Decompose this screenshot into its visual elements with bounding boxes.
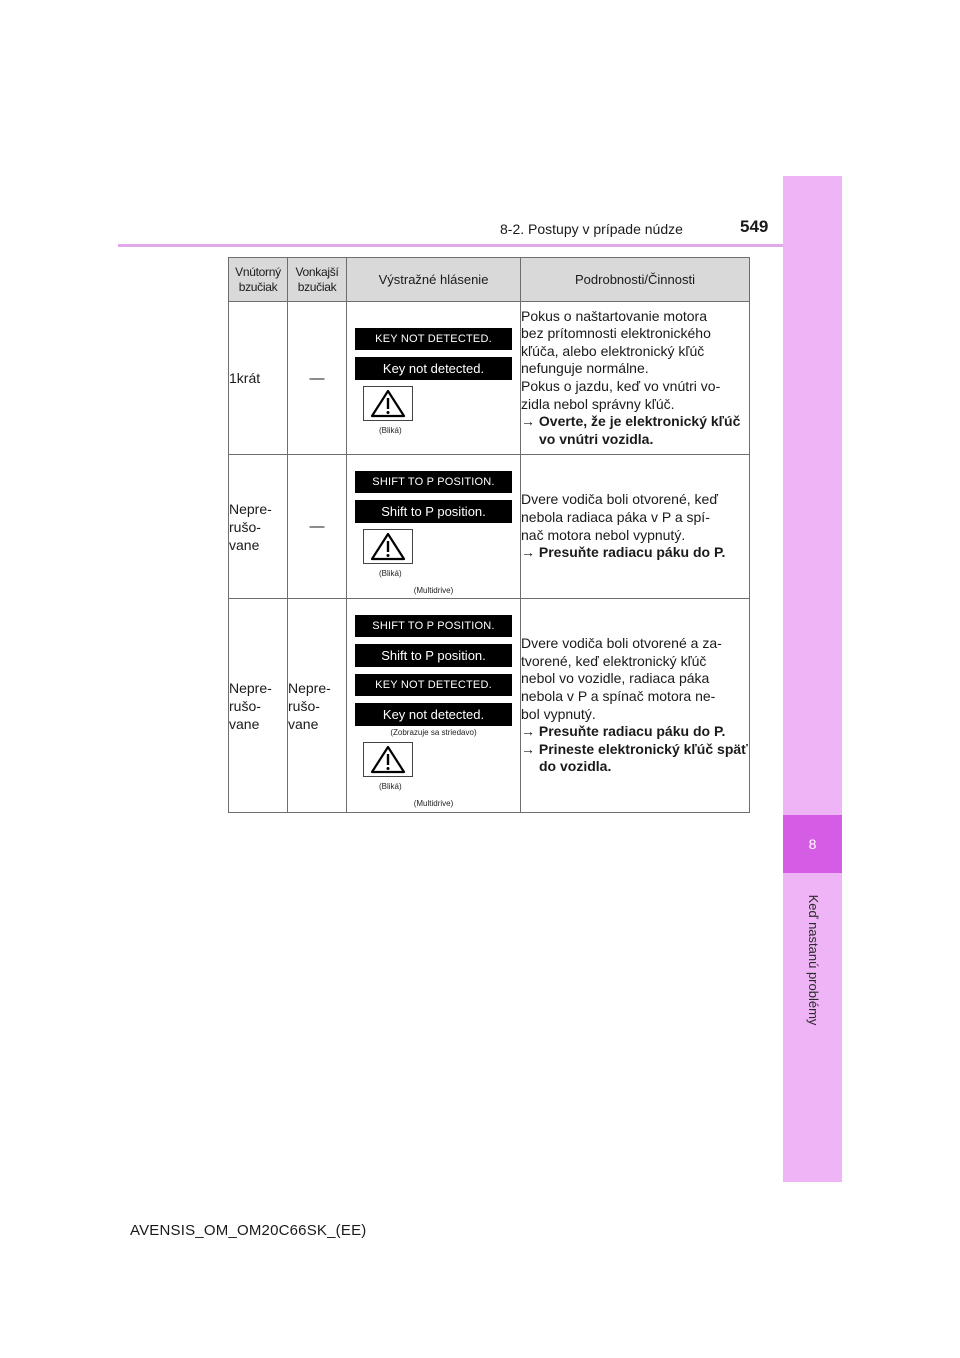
warning-table — [228, 257, 750, 813]
header-inner-buzzer: Vnútorný bzučiak — [229, 258, 288, 302]
message-display-caps: SHIFT TO P POSITION. — [355, 471, 512, 493]
warning-triangle-icon — [363, 386, 413, 421]
table-row — [229, 455, 750, 599]
outer-buzzer-cell: — — [288, 302, 347, 455]
page-number: 549 — [740, 217, 769, 236]
chapter-number: 8 — [783, 815, 842, 873]
alternating-note: (Zobrazuje sa striedavo) — [390, 728, 477, 737]
message-display-caps: KEY NOT DETECTED. — [355, 674, 512, 696]
chapter-label: Keď nastanú problémy — [806, 894, 821, 1026]
blink-note: (Bliká) — [379, 426, 402, 435]
warning-message-cell — [347, 302, 521, 455]
details-cell: Pokus o naštartovanie motora bez prítomnosti elektronického kľúča, alebo elektronický kľúč nefunguje normálne. Pokus o jazdu, keď vo vnútri vo- zidla nebol správny kľúč. → Overte, že je elektronický kľúč vo vnútri vozidla. — [521, 302, 750, 455]
message-display-caps: KEY NOT DETECTED. — [355, 328, 512, 350]
table-row — [229, 302, 750, 455]
section-title: 8-2. Postupy v prípade núdze — [500, 221, 683, 237]
table-row — [229, 599, 750, 813]
inner-buzzer-cell: 1krát — [229, 302, 288, 455]
blink-note: (Bliká) — [379, 782, 402, 791]
table-header-row — [229, 258, 750, 302]
header-details: Podrobnosti/Činnosti — [521, 258, 750, 302]
outer-buzzer-cell: — — [288, 455, 347, 599]
action-item: → Overte, že je elektronický kľúč vo vnútri vozidla. — [521, 413, 741, 447]
header-warning-message: Výstražné hlásenie — [347, 258, 521, 302]
warning-triangle-icon — [363, 742, 413, 777]
inner-buzzer-cell: Nepre- rušo- vane — [229, 455, 288, 599]
action-item: → Presuňte radiacu páku do P. — [521, 723, 726, 740]
inner-buzzer-cell: Nepre- rušo- vane — [229, 599, 288, 813]
blink-note: (Bliká) — [379, 569, 402, 578]
details-cell: Dvere vodiča boli otvorené a za- tvorené, keď elektronický kľúč nebol vo vozidle, radiaca páka nebola v P a spínač motora ne- bol vypnutý. → Presuňte radiacu páku do P. → Prineste elektronický kľúč späť do vozidla. — [521, 599, 750, 813]
header-outer-buzzer: Vonkajší bzučiak — [288, 258, 347, 302]
outer-buzzer-cell: Nepre- rušo- vane — [288, 599, 347, 813]
header-rule — [118, 244, 783, 247]
chapter-side-tab — [783, 176, 842, 1182]
message-display-caps: SHIFT TO P POSITION. — [355, 615, 512, 637]
message-display: Key not detected. — [355, 357, 512, 380]
warning-triangle-icon — [363, 529, 413, 564]
message-display: Shift to P position. — [355, 644, 512, 667]
multidrive-note: (Multidrive) — [413, 799, 454, 808]
message-display: Shift to P position. — [355, 500, 512, 523]
warning-message-cell — [347, 599, 521, 813]
multidrive-note: (Multidrive) — [413, 586, 454, 595]
action-item: → Prineste elektronický kľúč späť do vozidla. — [521, 740, 748, 775]
document-code: AVENSIS_OM_OM20C66SK_(EE) — [130, 1222, 367, 1239]
action-item: → Presuňte radiacu páku do P. — [521, 544, 726, 561]
message-display: Key not detected. — [355, 703, 512, 726]
details-cell: Dvere vodiča boli otvorené, keď nebola radiaca páka v P a spí- nač motora nebol vypnutý. → Presuňte radiacu páku do P. — [521, 455, 750, 599]
warning-message-cell — [347, 455, 521, 599]
